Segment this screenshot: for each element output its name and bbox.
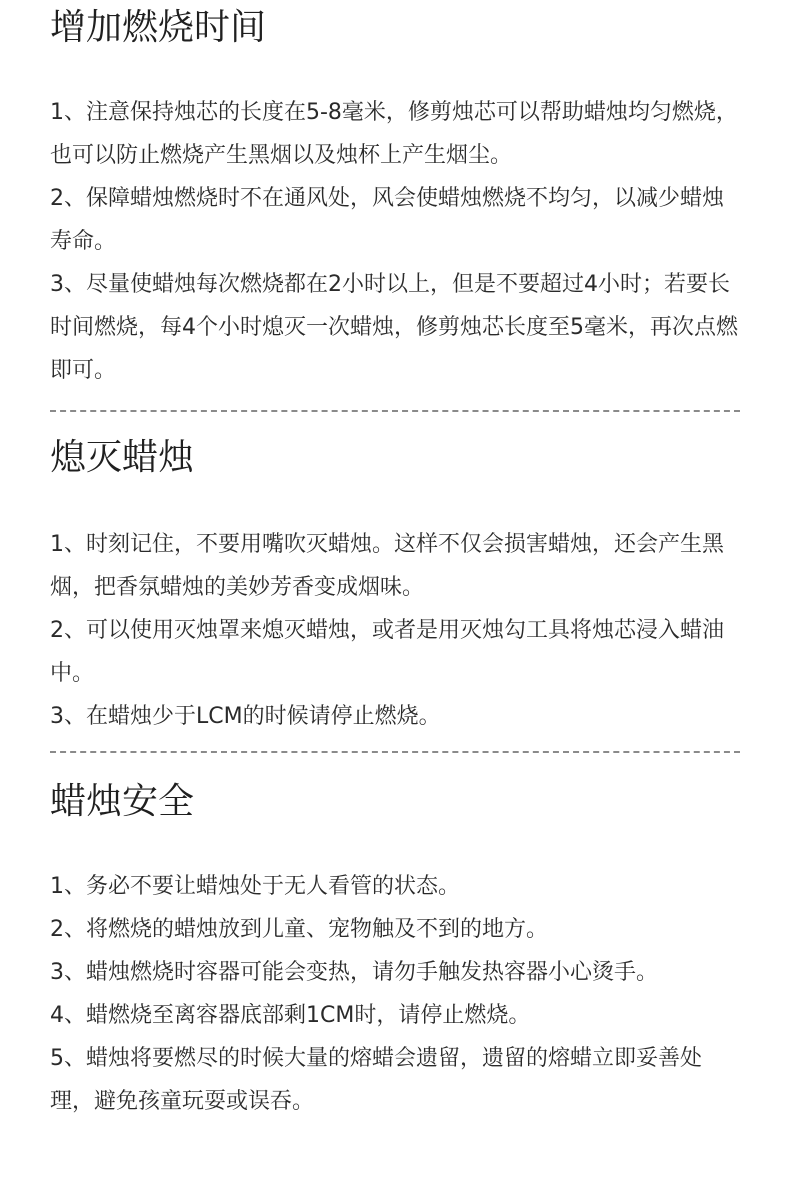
dashed-divider (50, 410, 740, 412)
tip-item: 2、保障蜡烛燃烧时不在通风处，风会使蜡烛燃烧不均匀，以减少蜡烛寿命。 (50, 186, 724, 254)
section-candle-safety (50, 782, 740, 1123)
tips-list (50, 523, 740, 738)
section-extinguish-candle (50, 438, 740, 738)
tip-item: 5、蜡烛将要燃尽的时候大量的熔蜡会遗留，遗留的熔蜡立即妥善处理，避免孩童玩耍或误吞。 (50, 1046, 702, 1114)
tips-list (50, 91, 740, 392)
section-increase-burn-time (50, 8, 740, 392)
tip-item: 2、将燃烧的蜡烛放到儿童、宠物触及不到的地方。 (50, 917, 548, 942)
section-title: 蜡烛安全 (50, 781, 195, 822)
tip-item: 3、尽量使蜡烛每次燃烧都在2小时以上，但是不要超过4小时；若要长时间燃烧，每4个小时熄灭一次蜡烛，修剪烛芯长度至5毫米，再次点燃即可。 (50, 272, 738, 383)
tip-item: 4、蜡燃烧至离容器底部剩1CM时，请停止燃烧。 (50, 1003, 531, 1028)
tip-item: 1、注意保持烛芯的长度在5-8毫米，修剪烛芯可以帮助蜡烛均匀燃烧，也可以防止燃烧产生黑烟以及烛杯上产生烟尘。 (50, 100, 738, 168)
tips-list (50, 865, 740, 1123)
tip-item: 3、在蜡烛少于LCM的时候请停止燃烧。 (50, 704, 441, 729)
tip-item: 1、务必不要让蜡烛处于无人看管的状态。 (50, 874, 460, 899)
section-title: 熄灭蜡烛 (50, 437, 195, 478)
tip-item: 3、蜡烛燃烧时容器可能会变热，请勿手触发热容器小心烫手。 (50, 960, 658, 985)
section-title: 增加燃烧时间 (50, 7, 267, 48)
tip-item: 1、时刻记住，不要用嘴吹灭蜡烛。这样不仅会损害蜡烛，还会产生黑烟，把香氛蜡烛的美妙芳香变成烟味。 (50, 532, 724, 600)
dashed-divider (50, 751, 740, 753)
tip-item: 2、可以使用灭烛罩来熄灭蜡烛，或者是用灭烛勾工具将烛芯浸入蜡油中。 (50, 618, 724, 686)
